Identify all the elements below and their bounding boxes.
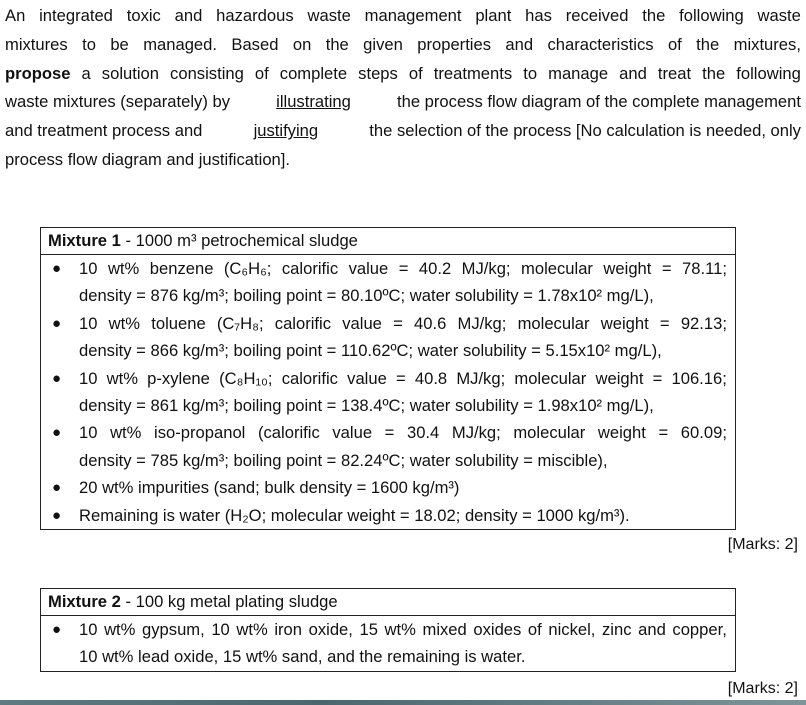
word: value <box>347 368 387 388</box>
word: toluene <box>151 313 206 333</box>
word: 10 <box>79 368 98 388</box>
mixture-2-label: Mixture 2 <box>48 592 121 611</box>
word: on <box>292 34 312 54</box>
word: copper, <box>672 620 727 639</box>
word: of <box>254 63 269 83</box>
word: of <box>667 34 682 54</box>
word: waste <box>757 6 801 25</box>
word: 40.8 <box>414 368 448 388</box>
word: MJ/kg; <box>451 423 501 443</box>
word: value <box>348 259 389 278</box>
word: the <box>702 63 726 83</box>
word: treatments <box>433 63 513 83</box>
word: = <box>658 423 669 443</box>
word: MJ/kg; <box>457 313 507 333</box>
word: iso-propanol <box>154 423 246 443</box>
word: wt% <box>104 620 136 639</box>
word: a <box>81 63 91 83</box>
word: = <box>652 368 663 388</box>
list-item-line: density = 876 kg/m³; boiling point = 80.10ºC; water solubility = 1.78x10² mg/L), <box>79 286 654 306</box>
word: weight <box>603 259 652 278</box>
word: properties <box>417 34 492 54</box>
word: 10 <box>79 423 98 443</box>
word: 40.2 <box>418 259 452 278</box>
propose-word: propose <box>5 63 71 83</box>
intro-line-4-end: the process flow diagram of the complete management <box>396 92 801 112</box>
question-text <box>5 2 801 175</box>
mixture-2-description: - 100 kg metal plating sludge <box>120 592 338 611</box>
intro-line-6-text: process flow diagram and justification]. <box>5 149 290 169</box>
bullet-icon: ● <box>52 314 62 332</box>
intro-line-2 <box>5 31 801 60</box>
word: 15 <box>359 620 378 639</box>
word: 78.11; <box>682 259 727 278</box>
word: molecular <box>514 368 587 388</box>
mixture-2-marks: [Marks: 2] <box>727 680 798 697</box>
word: 60.09; <box>680 423 727 443</box>
word: steps <box>358 63 398 83</box>
mixture-1-box <box>40 227 736 530</box>
word: wt% <box>110 423 142 443</box>
word: consisting <box>170 63 244 83</box>
word: value <box>332 423 373 443</box>
word: the <box>642 6 666 25</box>
word: plant <box>475 6 512 25</box>
word: and <box>638 620 666 639</box>
word: (C₇H₈; <box>216 313 264 333</box>
list-item <box>41 616 735 671</box>
word: = <box>395 368 406 388</box>
word: value <box>342 313 382 333</box>
list-item-line: 10 wt% lead oxide, 15 wt% sand, and the remaining is water. <box>79 647 526 667</box>
word: wt% <box>236 620 268 639</box>
intro-line-4-start: waste mixtures (separately) by <box>5 92 231 112</box>
word: integrated <box>39 6 113 25</box>
word: complete <box>279 63 348 83</box>
word: 10 <box>79 620 98 639</box>
word: weight <box>597 423 646 443</box>
word: 30.4 <box>406 423 440 443</box>
illustrating-word: illustrating <box>276 92 351 112</box>
word: managed. <box>143 34 217 54</box>
word: MJ/kg; <box>456 368 506 388</box>
word: nickel, <box>548 620 596 639</box>
word: management <box>364 6 462 25</box>
word: iron <box>274 620 303 639</box>
bullet-icon: ● <box>52 621 62 638</box>
mixture-1-description: - 1000 m³ petrochemical sludge <box>120 231 358 250</box>
word: = <box>393 313 403 333</box>
list-item <box>41 474 735 501</box>
word: following <box>736 63 801 83</box>
word: molecular <box>513 423 586 443</box>
justifying-word: justifying <box>253 121 319 141</box>
list-item-line <box>79 616 727 643</box>
mixture-1-marks: [Marks: 2] <box>727 536 798 553</box>
word: weight <box>595 368 644 388</box>
page-bottom-edge <box>0 700 806 705</box>
word: = <box>659 313 670 333</box>
word: hazardous <box>216 6 294 25</box>
list-item <box>41 365 735 420</box>
word: manage <box>548 63 609 83</box>
intro-line-5 <box>5 117 801 146</box>
word: 106.16; <box>671 368 727 388</box>
word: = <box>384 423 395 443</box>
list-item-line: Remaining is water (H₂O; molecular weight = 18.02; density = 1000 kg/m³). <box>79 505 630 525</box>
word: received <box>565 6 629 25</box>
bullet-icon: ● <box>52 479 62 497</box>
word: 92.13; <box>680 313 727 333</box>
intro-line-4 <box>5 88 801 117</box>
bullet-icon: ● <box>52 506 62 524</box>
bullet-icon: ● <box>52 424 62 442</box>
list-item <box>41 502 735 529</box>
word: benzene <box>149 259 214 278</box>
word: MJ/kg; <box>461 259 511 278</box>
word: solution <box>101 63 159 83</box>
word: waste <box>307 6 351 25</box>
word: Based <box>231 34 279 54</box>
word: wt% <box>107 259 140 278</box>
list-item-line: density = 861 kg/m³; boiling point = 138.4ºC; water solubility = 1.98x10² mg/L), <box>79 396 654 416</box>
word: mixtures, <box>733 34 801 54</box>
intro-line-5-end: the selection of the process [No calculation is needed, only <box>369 121 801 141</box>
mixture-2-title <box>41 589 735 616</box>
list-item-line: density = 785 kg/m³; boiling point = 82.24ºC; water solubility = miscible), <box>79 450 608 470</box>
word: to <box>523 63 538 83</box>
word: the <box>696 34 720 54</box>
word: of <box>408 63 423 83</box>
word: toxic <box>126 6 161 25</box>
word: molecular <box>517 313 590 333</box>
word: characteristics <box>547 34 654 54</box>
list-item <box>41 255 735 310</box>
word: wt% <box>106 368 138 388</box>
word: treat <box>657 63 692 83</box>
word: gypsum, <box>142 620 205 639</box>
word: wt% <box>384 620 416 639</box>
list-item-line <box>79 255 727 282</box>
mixture-1-title <box>41 228 735 255</box>
bullet-icon: ● <box>52 260 62 277</box>
mixture-1-list <box>41 255 735 529</box>
word: (C₆H₆; <box>223 259 272 278</box>
word: weight <box>600 313 649 333</box>
word: zinc <box>602 620 632 639</box>
word: 40.6 <box>414 313 447 333</box>
word: the <box>325 34 349 54</box>
intro-line-5-start: and treatment process and <box>5 121 203 141</box>
word: mixed <box>422 620 467 639</box>
word: be <box>110 34 129 54</box>
intro-line-6 <box>5 146 801 175</box>
word: An <box>5 6 26 25</box>
word: mixtures <box>5 34 68 54</box>
word: oxides <box>473 620 522 639</box>
word: = <box>398 259 409 278</box>
word: (C₈H₁₀; <box>219 368 273 388</box>
word: oxide, <box>308 620 353 639</box>
word: 10 <box>79 259 98 278</box>
word: 10 <box>79 313 98 333</box>
word: wt% <box>108 313 141 333</box>
word: and <box>619 63 647 83</box>
list-item-line <box>79 365 727 392</box>
mixture-2-box <box>40 588 736 672</box>
word: given <box>363 34 403 54</box>
list-item-line: 20 wt% impurities (sand; bulk density = 1600 kg/m³) <box>79 478 460 498</box>
list-item <box>41 419 735 474</box>
word: (calorific <box>257 423 320 443</box>
word: = <box>661 259 672 278</box>
word: calorific <box>281 368 338 388</box>
word: calorific <box>274 313 332 333</box>
word: has <box>525 6 552 25</box>
intro-line-3 <box>5 60 801 89</box>
word: molecular <box>521 259 593 278</box>
list-item-line: density = 866 kg/m³; boiling point = 110.62ºC; water solubility = 5.15x10² mg/L), <box>79 341 662 361</box>
intro-line-1 <box>5 2 801 31</box>
list-item-line <box>79 419 727 446</box>
word: to <box>82 34 96 54</box>
mixture-2-list <box>41 616 735 671</box>
word: p-xylene <box>147 368 210 388</box>
list-item <box>41 310 735 365</box>
word: 10 <box>211 620 230 639</box>
list-item-line <box>79 310 727 337</box>
word: and <box>174 6 203 25</box>
word: following <box>679 6 744 25</box>
mixture-1-label: Mixture 1 <box>48 231 121 250</box>
word: calorific <box>281 259 339 278</box>
bullet-icon: ● <box>52 369 62 387</box>
word: and <box>505 34 534 54</box>
word: of <box>527 620 542 639</box>
